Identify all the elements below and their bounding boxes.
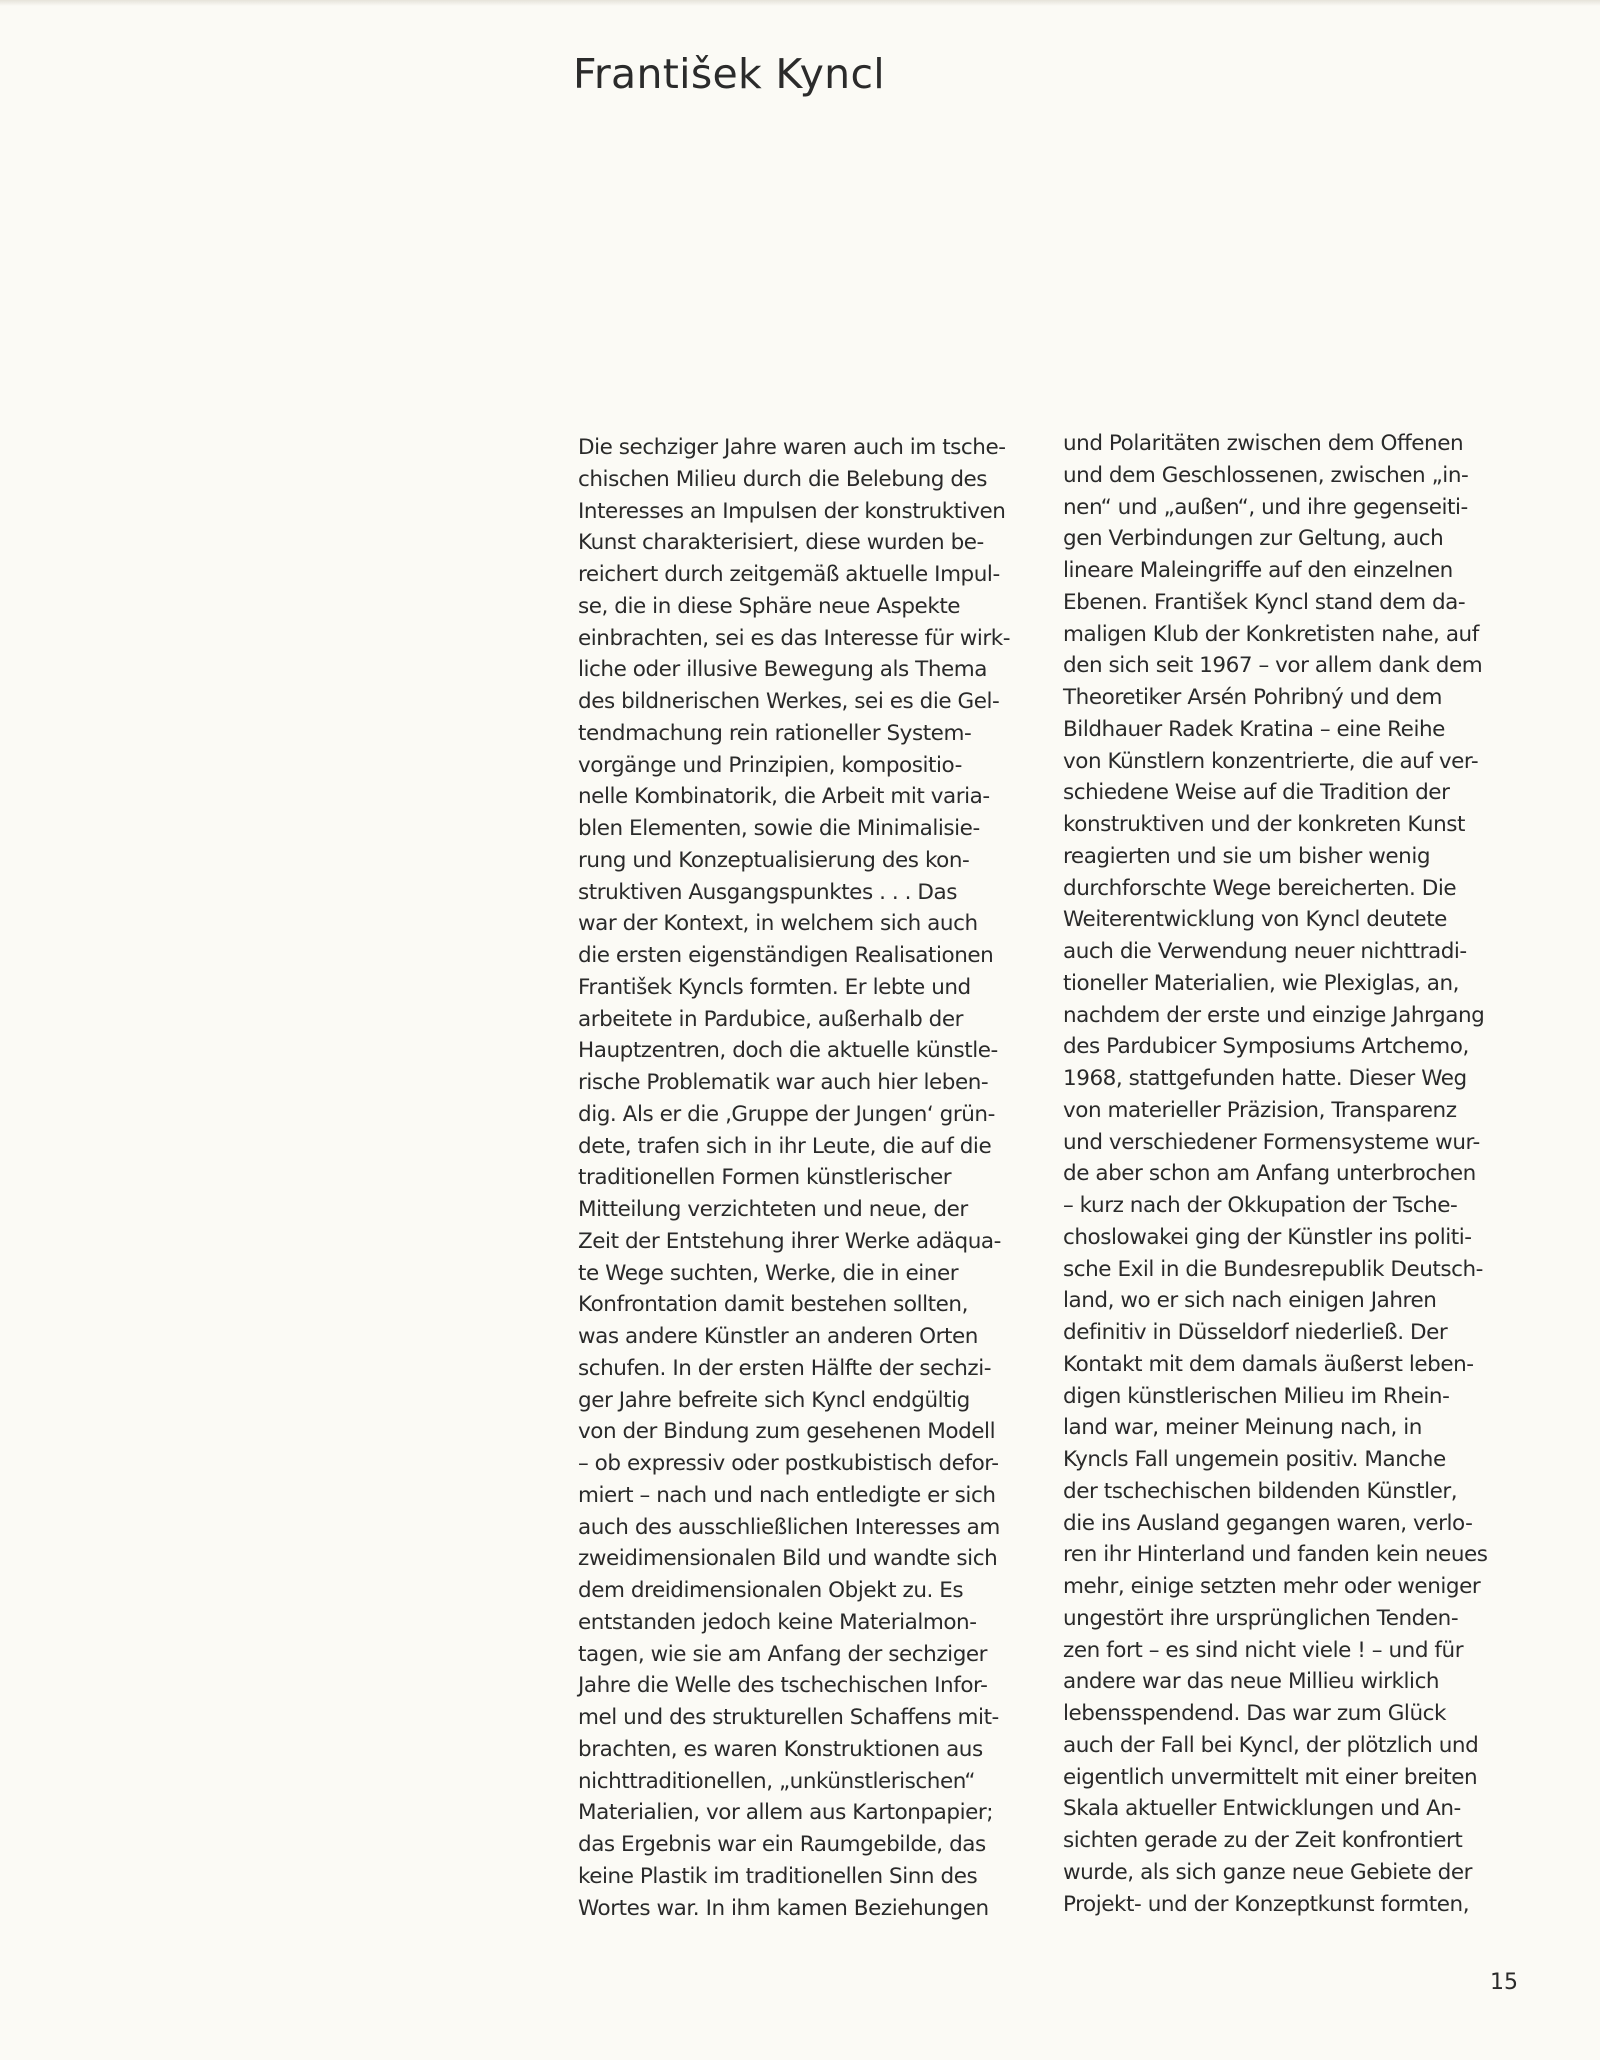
- text-line: keine Plastik im traditionellen Sinn des: [578, 1863, 978, 1889]
- text-line: struktiven Ausgangspunktes . . . Das: [578, 879, 957, 905]
- text-line: Wortes war. In ihm kamen Beziehungen: [578, 1895, 989, 1921]
- page-number: 15: [1490, 1970, 1518, 1995]
- text-line: vorgänge und Prinzipien, kompositio-: [578, 752, 962, 778]
- text-line: lebensspendend. Das war zum Glück: [1063, 1701, 1446, 1726]
- text-line: Mitteilung verzichteten und neue, der: [578, 1197, 968, 1222]
- text-line: nachdem der erste und einzige Jahrgang: [1063, 1002, 1485, 1028]
- text-line: chischen Milieu durch die Belebung des: [578, 466, 988, 492]
- text-line: reichert durch zeitgemäß aktuelle Impul-: [578, 562, 1000, 587]
- text-line: dete, trafen sich in ihr Leute, die auf die: [578, 1133, 992, 1159]
- text-line: Weiterentwicklung von Kyncl deutete: [1063, 907, 1447, 933]
- text-line: eigentlich unvermittelt mit einer breiten: [1063, 1764, 1478, 1790]
- text-line: Kunst charakterisiert, diese wurden be-: [578, 530, 984, 556]
- text-line: Jahre die Welle des tschechischen Infor-: [578, 1673, 988, 1699]
- text-line: einbrachten, sei es das Interesse für wirk-: [578, 625, 1011, 651]
- page-edge-shadow: [0, 0, 1600, 6]
- text-line: sichten gerade zu der Zeit konfrontiert: [1063, 1828, 1463, 1853]
- text-line: land, wo er sich nach einigen Jahren: [1063, 1288, 1437, 1314]
- text-line: Bildhauer Radek Kratina – eine Reihe: [1063, 716, 1445, 742]
- page-title: František Kyncl: [573, 50, 885, 98]
- text-line: Materialien, vor allem aus Kartonpapier;: [578, 1800, 994, 1826]
- text-line: rische Problematik war auch hier leben-: [578, 1070, 989, 1095]
- text-line: mehr, einige setzten mehr oder weniger: [1063, 1574, 1481, 1599]
- text-line: zen fort – es sind nicht viele ! – und für: [1063, 1637, 1464, 1663]
- text-line: Interesses an Impulsen der konstruktiven: [578, 498, 1006, 524]
- text-line: mel und des strukturellen Schaffens mit-: [578, 1705, 999, 1730]
- text-line: von materieller Präzision, Transparenz: [1063, 1097, 1457, 1123]
- text-line: – kurz nach der Okkupation der Tsche-: [1063, 1193, 1458, 1218]
- text-line: auch des ausschließlichen Interesses am: [578, 1514, 1000, 1540]
- text-line: se, die in diese Sphäre neue Aspekte: [578, 593, 961, 619]
- text-line: Theoretiker Arsén Pohribný und dem: [1063, 685, 1443, 710]
- text-line: ren ihr Hinterland und fanden kein neues: [1063, 1542, 1488, 1568]
- text-line: traditionellen Formen künstlerischer: [578, 1165, 952, 1191]
- text-line: nelle Kombinatorik, die Arbeit mit varia-: [578, 784, 990, 810]
- text-line: rung und Konzeptualisierung des kon-: [578, 847, 970, 873]
- text-line: konstruktiven und der konkreten Kunst: [1063, 812, 1466, 837]
- text-line: war der Kontext, in welchem sich auch: [578, 911, 978, 937]
- text-line: dem dreidimensionalen Objekt zu. Es: [578, 1578, 964, 1603]
- text-line: Zeit der Entstehung ihrer Werke adäqua-: [578, 1228, 1001, 1254]
- text-line: zweidimensionalen Bild und wandte sich: [578, 1546, 998, 1572]
- text-line: arbeitete in Pardubice, außerhalb der: [578, 1006, 964, 1032]
- text-line: schiedene Weise auf die Tradition der: [1063, 780, 1450, 806]
- text-line: maligen Klub der Konkretisten nahe, auf: [1063, 621, 1479, 647]
- text-line: nen“ und „außen“, und ihre gegenseiti-: [1063, 494, 1468, 520]
- text-line: reagierten und sie um bisher wenig: [1063, 843, 1431, 869]
- text-line: auch die Verwendung neuer nichttradi-: [1063, 939, 1467, 964]
- text-line: entstanden jedoch keine Materialmon-: [578, 1609, 977, 1635]
- text-line: andere war das neue Millieu wirklich: [1063, 1669, 1440, 1695]
- text-line: die ins Ausland gegangen waren, verlo-: [1063, 1510, 1473, 1536]
- text-line: des Pardubicer Symposiums Artchemo,: [1063, 1034, 1469, 1060]
- text-line: František Kyncls formten. Er lebte und: [578, 974, 971, 1000]
- text-line: – ob expressiv oder postkubistisch defor-: [578, 1451, 999, 1476]
- text-line: digen künstlerischen Milieu im Rhein-: [1063, 1383, 1450, 1409]
- text-line: der tschechischen bildenden Künstler,: [1063, 1478, 1458, 1504]
- text-column-left: [578, 432, 1048, 1924]
- text-line: was andere Künstler an anderen Orten: [578, 1324, 978, 1349]
- text-line: Die sechziger Jahre waren auch im tsche-: [578, 435, 1006, 460]
- text-line: lineare Maleingriffe auf den einzelnen: [1063, 558, 1453, 583]
- text-line: blen Elementen, sowie die Minimalisie-: [578, 816, 980, 841]
- text-line: de aber schon am Anfang unterbrochen: [1063, 1161, 1476, 1187]
- text-line: von Künstlern konzentrierte, die auf ver-: [1063, 748, 1479, 774]
- text-line: Hauptzentren, doch die aktuelle künstle-: [578, 1038, 998, 1064]
- text-line: Ebenen. František Kyncl stand dem da-: [1063, 589, 1466, 615]
- text-line: wurde, als sich ganze neue Gebiete der: [1063, 1859, 1473, 1885]
- text-column-right: [1063, 428, 1533, 1920]
- text-line: Skala aktueller Entwicklungen und An-: [1063, 1796, 1461, 1822]
- text-line: gen Verbindungen zur Geltung, auch: [1063, 526, 1444, 552]
- text-line: und Polaritäten zwischen dem Offenen: [1063, 431, 1464, 456]
- text-line: des bildnerischen Werkes, sei es die Gel-: [578, 689, 1000, 714]
- text-line: land war, meiner Meinung nach, in: [1063, 1415, 1422, 1441]
- text-line: das Ergebnis war ein Raumgebilde, das: [578, 1832, 986, 1857]
- text-line: Konfrontation damit bestehen sollten,: [578, 1292, 968, 1318]
- text-line: ger Jahre befreite sich Kyncl endgültig: [578, 1387, 970, 1413]
- text-line: miert – nach und nach entledigte er sich: [578, 1482, 996, 1508]
- text-line: sche Exil in die Bundesrepublik Deutsch-: [1063, 1256, 1483, 1282]
- text-line: durchforschte Wege bereicherten. Die: [1063, 875, 1457, 901]
- text-line: die ersten eigenständigen Realisationen: [578, 943, 994, 968]
- text-line: 1968, stattgefunden hatte. Dieser Weg: [1063, 1066, 1467, 1091]
- text-line: definitiv in Düsseldorf niederließ. Der: [1063, 1320, 1448, 1345]
- text-line: te Wege suchten, Werke, die in einer: [578, 1260, 959, 1286]
- text-line: Projekt- und der Konzeptkunst formten,: [1063, 1891, 1470, 1917]
- text-line: tioneller Materialien, wie Plexiglas, an,: [1063, 970, 1460, 996]
- text-line: dig. Als er die ‚Gruppe der Jungen‘ grün-: [578, 1101, 995, 1127]
- text-line: tendmachung rein rationeller System-: [578, 720, 972, 746]
- text-line: auch der Fall bei Kyncl, der plötzlich und: [1063, 1732, 1479, 1758]
- text-line: und verschiedener Formensysteme wur-: [1063, 1129, 1480, 1155]
- text-line: Kontakt mit dem damals äußerst leben-: [1063, 1351, 1474, 1377]
- text-line: den sich seit 1967 – vor allem dank dem: [1063, 653, 1483, 679]
- text-line: choslowakei ging der Künstler ins politi-: [1063, 1224, 1472, 1250]
- text-line: schufen. In der ersten Hälfte der sechzi-: [578, 1355, 992, 1381]
- text-line: nichttraditionellen, „unkünstlerischen“: [578, 1768, 976, 1794]
- text-line: und dem Geschlossenen, zwischen „in-: [1063, 462, 1469, 488]
- text-line: tagen, wie sie am Anfang der sechziger: [578, 1641, 988, 1667]
- text-line: liche oder illusive Bewegung als Thema: [578, 657, 988, 683]
- text-line: von der Bindung zum gesehenen Modell: [578, 1419, 996, 1445]
- text-line: ungestört ihre ursprünglichen Tenden-: [1063, 1605, 1459, 1631]
- text-line: Kyncls Fall ungemein positiv. Manche: [1063, 1447, 1446, 1472]
- text-line: brachten, es waren Konstruktionen aus: [578, 1736, 983, 1762]
